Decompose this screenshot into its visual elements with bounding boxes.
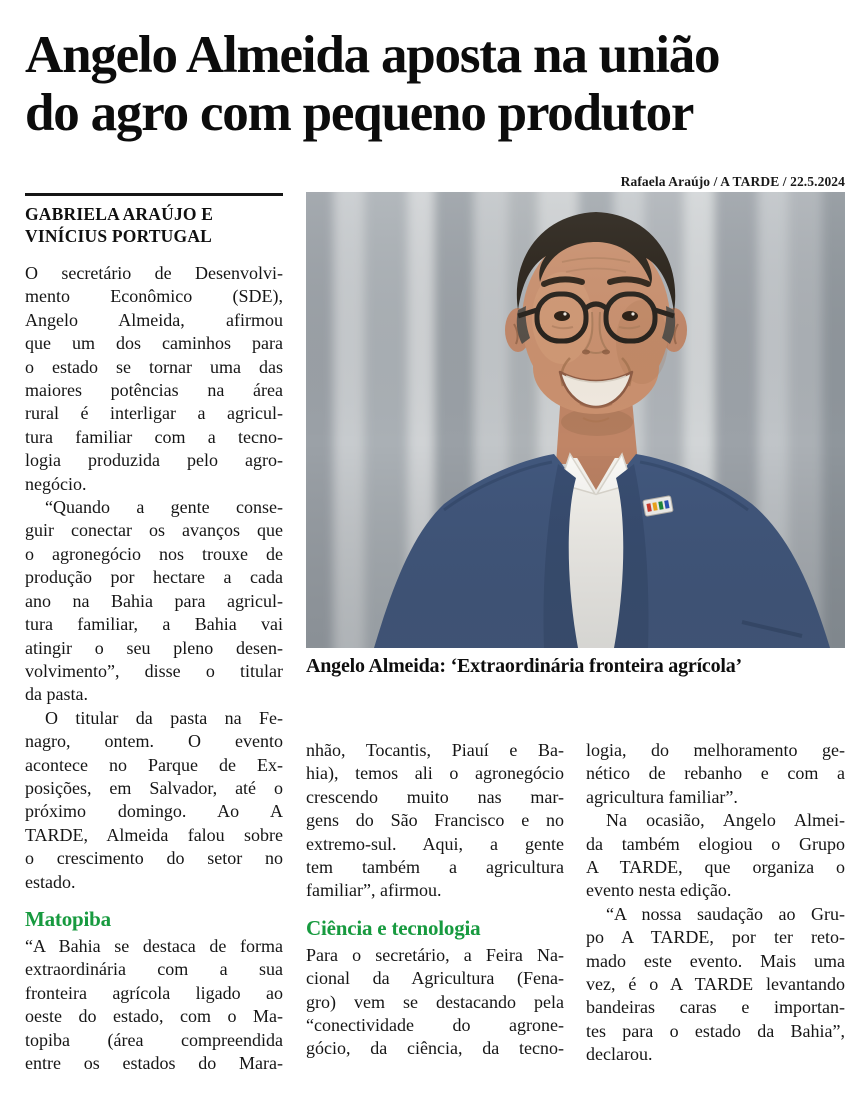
text-line: da também elogiou o Grupo	[586, 833, 845, 854]
text-line: nagro, ontem. O evento	[25, 731, 283, 752]
paragraph	[25, 496, 283, 707]
text-line: A TARDE, que organiza o	[586, 857, 845, 878]
text-line: tura familiar, a Bahia vai	[25, 614, 283, 635]
text-line: extremo-sul. Aqui, a gente	[306, 833, 564, 854]
text-line: gens do São Francisco e no	[306, 810, 564, 831]
text-line: “Quando a gente conse-	[45, 497, 283, 518]
text-line: po A TARDE, por ter reto-	[586, 927, 845, 948]
text-line: próximo domingo. Ao A	[25, 801, 283, 822]
portrait-photo	[306, 192, 845, 648]
column-left	[25, 193, 283, 1075]
text-line: nhão, Tocantis, Piauí e Ba-	[306, 740, 564, 760]
text-line: declarou.	[586, 1044, 653, 1065]
text-line: Angelo Almeida aposta na união	[25, 26, 720, 84]
text-line: agricultura familiar”.	[586, 786, 738, 807]
text-line: “A Bahia se destaca de forma	[25, 935, 283, 956]
text-line: mado este evento. Mais uma	[586, 950, 845, 971]
lower-columns	[306, 739, 845, 1067]
text-line: gócio, da ciência, da tecno-	[306, 1038, 564, 1059]
text-line: estado.	[25, 871, 76, 892]
text-line: entre os estados do Mara-	[25, 1053, 283, 1073]
text-line: atingir o seu pleno desen-	[25, 637, 283, 658]
headline	[25, 26, 719, 142]
paragraph	[25, 707, 283, 894]
text-line: rural é interligar a agricul-	[25, 403, 283, 424]
text-line: tes para o estado da Bahia”,	[586, 1020, 845, 1041]
text-line: guir conectar os avanços que	[25, 520, 283, 541]
text-line: O secretário de Desenvolvi-	[25, 263, 283, 283]
text-line: ano na Bahia para agricul-	[25, 590, 283, 611]
text-line: do agro com pequeno produtor	[25, 84, 694, 142]
text-line: crescendo muito nas mar-	[306, 786, 564, 807]
text-line: cional da Agricultura (Fena-	[306, 968, 564, 989]
photo-credit: Rafaela Araújo / A TARDE / 22.5.2024	[620, 174, 845, 189]
article-column-middle	[306, 739, 564, 1067]
text-line: Para o secretário, a Feira Na-	[306, 944, 564, 965]
text-line: extraordinária com a sua	[25, 959, 283, 980]
text-line: GABRIELA ARAÚJO E	[25, 204, 214, 224]
paragraph	[586, 809, 845, 903]
text-line: nético de rebanho e com a	[586, 763, 845, 784]
text-line: TARDE, Almeida falou sobre	[25, 824, 283, 845]
text-line: hia), temos ali o agronegócio	[306, 763, 564, 784]
text-line: maiores potências na área	[25, 380, 283, 401]
text-line: o agronegócio nos trouxe de	[25, 543, 283, 564]
text-line: tura familiar com a tecno-	[25, 426, 283, 447]
byline-rule	[25, 193, 283, 196]
text-line: da pasta.	[25, 684, 88, 705]
text-line: “A nossa saudação ao Gru-	[606, 903, 845, 924]
photo-caption: Angelo Almeida: ‘Extraordinária fronteira agrícola’	[306, 655, 743, 677]
text-line: o crescimento do setor no	[25, 848, 283, 869]
text-line: Angelo Almeida, afirmou	[25, 309, 283, 330]
photo-vignette	[306, 192, 845, 648]
text-line: volvimento”, disse o titular	[25, 660, 283, 681]
paragraph	[586, 903, 845, 1067]
text-line: O titular da pasta na Fe-	[45, 707, 283, 728]
paragraph	[25, 262, 283, 496]
portrait-photo-illustration	[306, 192, 845, 648]
text-line: negócio.	[25, 473, 87, 494]
paragraph	[586, 739, 845, 809]
text-line: topiba (área compreendida	[25, 1029, 283, 1050]
article-column-left	[25, 262, 283, 1075]
text-line: fronteira agrícola ligado ao	[25, 982, 283, 1003]
byline	[25, 203, 283, 247]
text-line: posições, em Salvador, até o	[25, 777, 283, 798]
text-line: o estado se tornar uma das	[25, 356, 283, 377]
text-line: oeste do estado, com o Ma-	[25, 1006, 283, 1027]
text-line: mento Econômico (SDE),	[25, 286, 283, 307]
text-line: tem também a agricultura	[306, 857, 564, 878]
paragraph	[306, 944, 564, 1061]
section-heading: Matopiba	[25, 906, 111, 931]
paragraph	[25, 935, 283, 1075]
text-line: logia produzida pelo agro-	[25, 450, 283, 471]
text-line: evento nesta edição.	[586, 880, 732, 901]
section-heading: Ciência e tecnologia	[306, 915, 481, 940]
text-line: logia, do melhoramento ge-	[586, 740, 845, 760]
text-line: familiar”, afirmou.	[306, 880, 442, 901]
text-line: bandeiras caras e importan-	[586, 997, 845, 1018]
text-line: que um dos caminhos para	[25, 333, 283, 354]
paragraph	[306, 739, 564, 903]
text-line: produção por hectare a cada	[25, 567, 283, 588]
text-line: “conectividade do agrone-	[306, 1015, 564, 1036]
text-line: Na ocasião, Angelo Almei-	[606, 810, 845, 831]
text-line: acontece no Parque de Ex-	[25, 754, 283, 775]
article-column-right	[586, 739, 845, 1067]
text-line: gro) vem se destacando pela	[306, 991, 564, 1012]
text-line: VINÍCIUS PORTUGAL	[25, 226, 213, 246]
text-line: vez, é o A TARDE levantando	[586, 974, 845, 995]
